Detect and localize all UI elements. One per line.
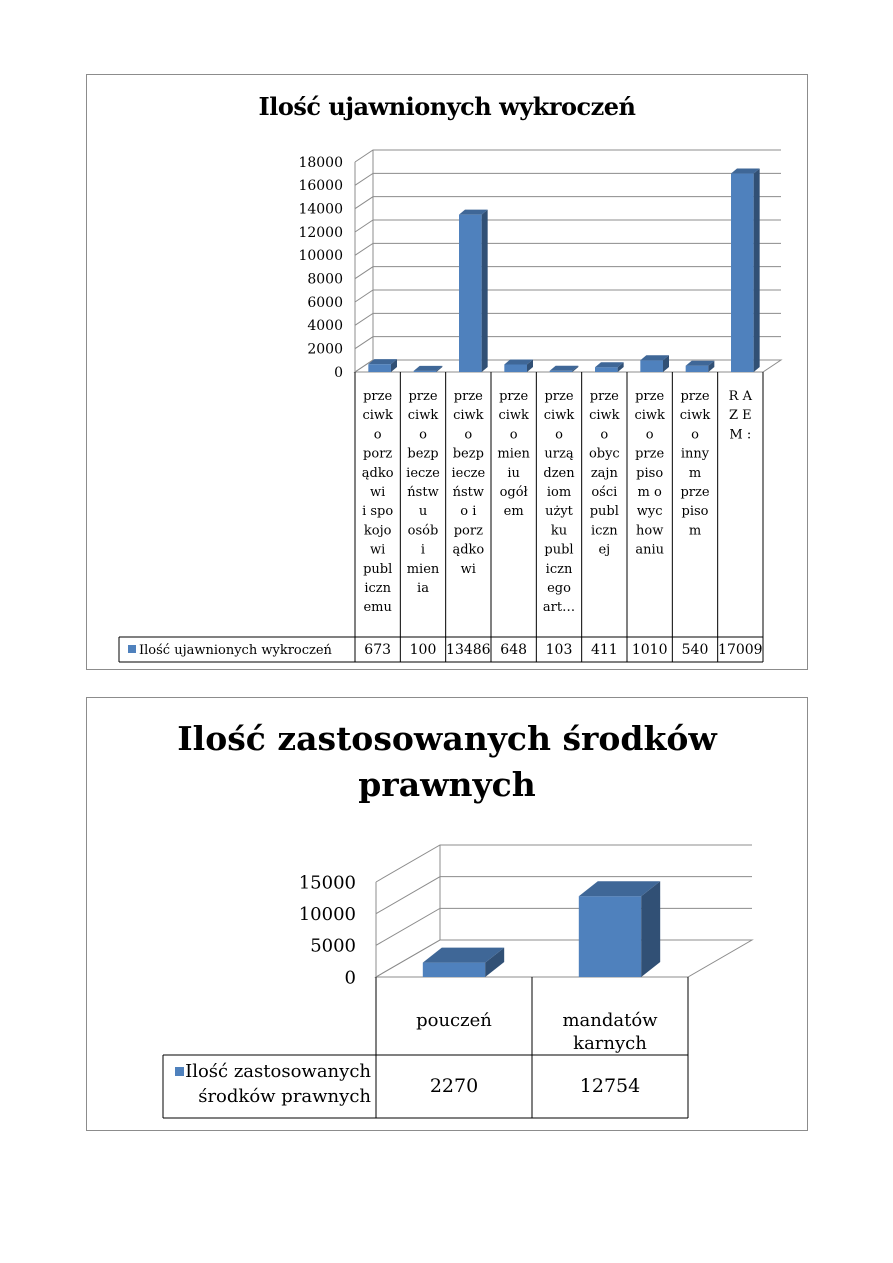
bar-side [641, 881, 660, 977]
bar-front [368, 364, 391, 372]
category-label: M : [729, 427, 752, 443]
category-label: bezp [452, 446, 484, 462]
category-label: ństw [407, 485, 439, 500]
gridline [355, 197, 781, 209]
category-label: ciwk [589, 408, 620, 424]
y-tick-label: 4000 [307, 318, 343, 335]
chart-plot [87, 75, 809, 671]
category-label: prze [680, 389, 710, 404]
data-table-value: 103 [545, 642, 573, 658]
category-label: m [688, 465, 702, 481]
category-label: wi [370, 542, 386, 558]
category-label: i spo [362, 504, 394, 520]
category-label: ądko [361, 465, 394, 481]
category-label: o [645, 427, 654, 443]
category-label: ogół [499, 485, 528, 500]
category-label: ądko [452, 542, 485, 558]
bar-side [482, 210, 488, 372]
y-tick-label: 14000 [298, 201, 343, 218]
category-label: iczn [364, 581, 392, 596]
data-table-value: 411 [590, 642, 618, 658]
gridline [355, 220, 781, 232]
category-label: wyc [636, 504, 663, 520]
y-tick-label: 2000 [307, 341, 343, 358]
category-label: ciwk [679, 408, 711, 424]
gridline [355, 173, 781, 185]
chart-wykroczenia [86, 74, 808, 670]
category-label: prze [589, 389, 619, 404]
category-label: i [420, 542, 426, 558]
category-label: ości [591, 485, 618, 500]
category-label: porz [453, 523, 483, 539]
category-label: ciwk [634, 408, 665, 424]
bar-front [731, 174, 754, 372]
category-label: iczn [545, 561, 573, 577]
category-label: kojo [363, 523, 392, 539]
category-label: o [600, 427, 609, 443]
y-tick-label: 15000 [298, 872, 356, 894]
bar-front [640, 360, 663, 372]
category-label: inny [680, 446, 710, 462]
category-label: prze [544, 389, 574, 404]
data-table-value: 13486 [446, 642, 491, 658]
category-label: urzą [544, 446, 574, 462]
category-label: m o [637, 485, 662, 500]
bar-front [550, 371, 573, 372]
category-label: R A [728, 389, 752, 404]
data-table-value: 100 [409, 642, 437, 658]
category-label: dzen [543, 465, 575, 481]
category-label: ku [550, 523, 568, 539]
legend-label: środków prawnych [198, 1086, 371, 1107]
legend-label: Ilość ujawnionych wykroczeń [139, 643, 332, 658]
category-label: o [419, 427, 427, 443]
category-label: iom [546, 485, 572, 500]
gridline [355, 267, 781, 279]
category-label: mien [497, 446, 530, 462]
category-label: wi [370, 485, 386, 500]
chart-plot [87, 698, 809, 1132]
y-tick-label: 10000 [298, 903, 356, 925]
category-label: iecze [451, 465, 486, 481]
category-label: prze [635, 446, 665, 462]
category-label: wi [460, 561, 476, 577]
category-label: prze [363, 389, 393, 404]
category-label: Z E [729, 408, 752, 424]
data-table-value: 17009 [718, 642, 763, 658]
category-label: ciwk [362, 408, 393, 424]
category-label: prze [499, 389, 529, 404]
category-label: piso [636, 465, 664, 481]
category-label: ciwk [453, 408, 484, 424]
category-label: o [555, 427, 563, 443]
category-label: prze [680, 485, 710, 500]
chart-title: Ilość ujawnionych wykroczeń [258, 92, 636, 121]
gridline [355, 337, 781, 349]
y-tick-label: 10000 [298, 248, 343, 265]
bar-front [595, 367, 618, 372]
category-label: karnych [573, 1033, 647, 1054]
category-label: em [503, 504, 524, 520]
category-label: aniu [635, 542, 664, 558]
y-tick-label: 8000 [307, 271, 343, 288]
data-table-value: 2270 [429, 1075, 479, 1097]
category-label: prze [408, 389, 438, 404]
category-label: publ [544, 542, 574, 558]
category-label: osób [407, 523, 439, 539]
category-label: porz [363, 446, 393, 462]
legend-key [175, 1067, 184, 1076]
category-label: obyc [588, 446, 620, 462]
category-label: art… [542, 600, 576, 616]
y-tick-label: 0 [344, 967, 356, 989]
y-tick-label: 5000 [310, 935, 356, 957]
category-label: ciwk [407, 408, 439, 424]
data-table-value: 540 [681, 642, 709, 658]
category-label: o [509, 427, 518, 443]
data-table-value: 12754 [579, 1075, 641, 1097]
category-label: iu [507, 465, 520, 481]
chart-title: Ilość zastosowanych środków prawnych [177, 719, 717, 804]
category-label: mandatów [562, 1010, 658, 1031]
category-label: zajn [590, 465, 618, 481]
bar-front [686, 366, 709, 372]
category-label: o [691, 427, 699, 443]
category-label: o [373, 427, 382, 443]
category-label: użyt [545, 504, 573, 520]
chart-srodki-prawne [86, 697, 808, 1131]
y-tick-label: 6000 [307, 294, 343, 311]
y-tick-label: 16000 [298, 178, 343, 195]
category-label: ego [547, 581, 571, 596]
category-label: m [688, 523, 702, 539]
legend-key [128, 645, 136, 653]
gridline [355, 313, 781, 325]
gridline [355, 290, 781, 302]
gridline [355, 150, 781, 162]
category-label: u [418, 504, 428, 520]
bar-side [754, 169, 760, 372]
category-label: pouczeń [416, 1010, 492, 1031]
bar-front [423, 963, 485, 977]
category-label: ej [598, 542, 611, 558]
bar-front [579, 896, 641, 977]
category-label: o i [460, 504, 477, 520]
category-label: ciwk [498, 408, 529, 424]
category-label: publ [363, 561, 393, 577]
category-label: prze [453, 389, 483, 404]
category-label: bezp [407, 446, 439, 462]
bar-front [459, 215, 482, 372]
y-tick-label: 18000 [298, 154, 343, 171]
data-table-value: 648 [500, 642, 528, 658]
category-label: iecze [406, 465, 440, 481]
bar-front [414, 371, 437, 372]
y-tick-label: 12000 [298, 224, 343, 241]
category-label: mien [406, 561, 440, 577]
category-label: ciwk [543, 408, 575, 424]
data-table-value: 1010 [631, 642, 668, 658]
category-label: how [636, 523, 664, 539]
category-label: o [464, 427, 473, 443]
category-label: publ [589, 504, 619, 520]
category-label: ństw [452, 485, 485, 500]
bar-front [504, 364, 527, 372]
gridline [355, 243, 781, 255]
category-label: emu [363, 600, 392, 616]
data-table-value: 673 [364, 642, 392, 658]
category-label: piso [681, 504, 709, 520]
category-label: iczn [590, 523, 618, 539]
category-label: ia [417, 581, 429, 596]
legend-label: Ilość zastosowanych [185, 1061, 371, 1082]
y-tick-label: 0 [334, 364, 343, 381]
category-label: prze [635, 389, 665, 404]
